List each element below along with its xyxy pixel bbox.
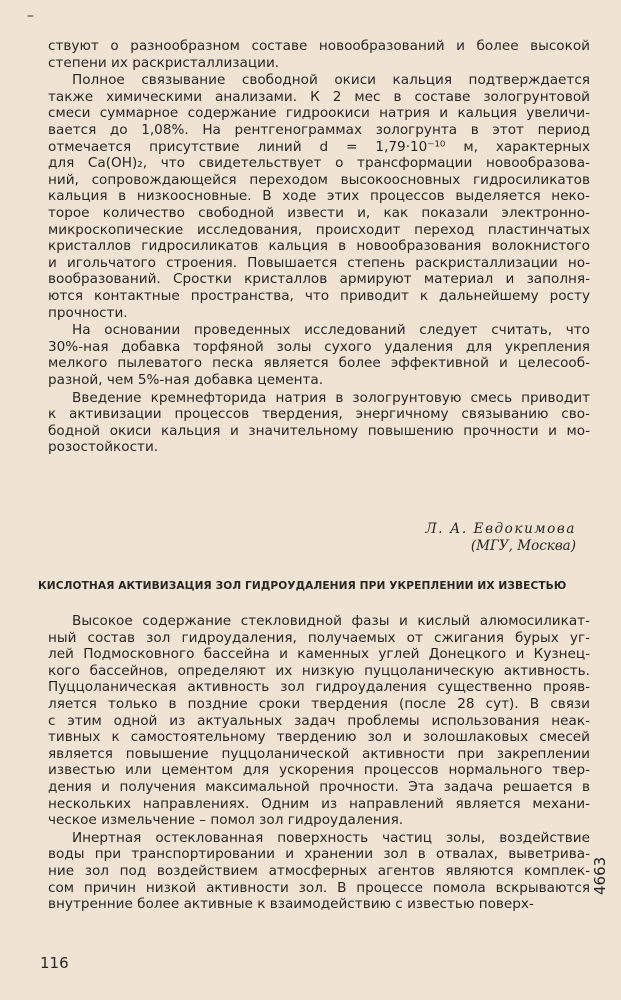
paragraph: [48, 72, 590, 321]
text-line: вается до 1,08%. На рентгенограммах зологрунта в этот период: [48, 121, 590, 138]
text-line: дения и получения максимальной прочности. Эта задача решается в: [48, 778, 590, 795]
text-line: микроскопические исследования, происходит переход пластинчатых: [48, 221, 590, 238]
text-line: воды при транспортировании и хранении зол в отвалах, выветрива-: [48, 846, 590, 863]
text-line: Пуццоланическая активность зол гидроудаления существенно прояв-: [48, 679, 590, 696]
text-line: бодной окиси кальция и значительному повышению прочности и мо-: [48, 422, 590, 439]
text-line: Высокое содержание стекловидной фазы и кислый алюмосиликат-: [72, 613, 590, 629]
paragraph: [48, 38, 590, 71]
text-line: лей Подмосковного бассейна и каменных углей Донецкого и Кузнец-: [48, 646, 590, 663]
text-line: вообразований. Сростки кристаллов армируют материал и заполня-: [48, 271, 590, 288]
text-line: 30%-ная добавка торфяной золы сухого удаления для укрепления: [48, 338, 590, 355]
page-number: 116: [40, 954, 69, 972]
paragraph: [48, 390, 590, 456]
text-line: ный состав зол гидроудаления, получаемых от сжигания бурых уг-: [48, 629, 590, 646]
text-line: является повышение пуццоланической активности при закреплении: [48, 745, 590, 762]
text-line: сом причин низкой активности зол. В процессе помола вскрываются: [48, 879, 590, 896]
paragraph: [48, 322, 590, 388]
text-line: разной, чем 5%-ная добавка цемента.: [48, 371, 324, 388]
text-line: кристаллов гидросиликатов кальция в новообразования волокнистого: [48, 238, 590, 255]
text-line: ляется только в поздние сроки твердения (после 28 сут). В связи: [48, 695, 590, 712]
text-line: мелкого пылеватого песка является более эффективной и целесооб-: [48, 355, 590, 372]
top-mark: –: [27, 8, 34, 24]
text-line: тивных к самостоятельному твердению зол и золошлаковых смесей: [48, 729, 590, 746]
text-line: и игольчатого строения. Повышается степень раскристаллизации но-: [48, 254, 590, 271]
text-line: прочности.: [48, 304, 128, 321]
text-line: к активизации процессов твердения, энергичному связыванию сво-: [48, 406, 590, 423]
author-name: Л. А. Евдокимова: [425, 521, 576, 537]
text-line: кальция в низкоосновные. В ходе этих процессов выделяется неко-: [48, 188, 590, 205]
text-line: Инертная остеклованная поверхность частиц золы, воздействие: [72, 829, 590, 846]
text-line: Полное связывание свободной окиси кальция подтверждается: [72, 72, 590, 89]
text-line: нескольких направлениях. Одним из направлений является механи-: [48, 795, 590, 812]
side-stamp: 4663: [591, 856, 609, 895]
text-line: отмечается присутствие линий d = 1,79·10⁻¹⁰ м, характерных: [48, 138, 590, 155]
signature-block: [316, 521, 576, 555]
text-line: ствуют о разнообразном составе новообразований и более высокой: [48, 38, 590, 54]
text-line: ческое измельчение – помол зол гидроудаления.: [48, 812, 404, 829]
text-line: ются контактные пространства, что приводит к дальнейшему росту: [48, 287, 590, 304]
paragraph: [48, 613, 590, 829]
paragraph: [48, 830, 590, 913]
text-line: степени их раскристаллизации.: [48, 54, 280, 71]
text-line: кого бассейнов, определяют их низкую пуццоланическую активность.: [48, 662, 590, 679]
author-affiliation: (МГУ, Москва): [470, 538, 576, 554]
text-line: торое количество свободной извести и, как показали электронно-: [48, 204, 590, 221]
section-title: КИСЛОТНАЯ АКТИВИЗАЦИЯ ЗОЛ ГИДРОУДАЛЕНИЯ ПРИ УКРЕПЛЕНИИ ИХ ИЗВЕСТЬЮ: [38, 580, 567, 592]
text-line: известью или цементом для ускорения процессов нормального твер-: [48, 762, 590, 779]
text-line: также химическими анализами. К 2 мес в составе зологрунтовой: [48, 88, 590, 105]
text-line: ние зол под воздействием атмосферных агентов являются комплек-: [48, 862, 590, 879]
text-line: ний, сопровождающейся переходом высокоосновных гидросиликатов: [48, 171, 590, 188]
text-line: с этим одной из актуальных задач проблемы использования неак-: [48, 712, 590, 729]
text-line: розостойкости.: [48, 439, 159, 456]
text-line: смеси суммарное содержание гидроокиси натрия и кальция увеличи-: [48, 105, 590, 122]
text-line: для Ca(OH)₂, что свидетельствует о трансформации новообразова-: [48, 155, 590, 172]
text-line: внутренние более активные к взаимодействию с известью поверх-: [48, 896, 534, 913]
text-line: На основании проведенных исследований следует считать, что: [72, 322, 590, 339]
text-line: Введение кремнефторида натрия в зологрунтовую смесь приводит: [72, 389, 590, 406]
